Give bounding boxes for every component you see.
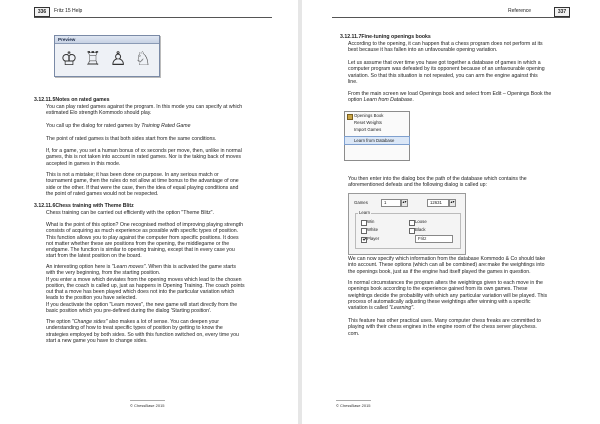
menu-path: Training Rated Game	[141, 123, 191, 129]
games-to-field: 12631	[427, 199, 449, 207]
menu-item: Openings Book	[345, 112, 409, 119]
paragraph: According to the opening, it can happen that a chess program does not perform at its best because it has fallen into an unfavourable opening variation.	[348, 41, 543, 54]
right-page-header	[332, 6, 570, 18]
games-from-field: 1	[381, 199, 401, 207]
preview-title: Preview	[55, 36, 159, 44]
paragraph: Let us assume that over time you have got together a database of games in which a computer program was defeated by its opponent because of an unfavourable opening variation. So that this situation is not repeated, you can arm the engine against this line.	[348, 60, 545, 85]
change-sides-option: "Change sides"	[71, 319, 108, 325]
paragraph: This feature has other practical uses. Many computer chess freaks are committed to playing with their chess engines in the engine room of the chess server playchess. com.	[348, 318, 541, 337]
learn-moves-option: "Learn moves"	[111, 264, 146, 270]
paragraph: We can now specify which information from the database Kommodo & Co should take into account. These options (which can all be combined) are:make the weightings into the openings book, just as if the engine had itself played the games in question.	[348, 256, 546, 275]
paragraph: If, for a game, you set a human bonus of xx seconds per move, then, unlike in normal games, this is not taken into account in rated games. Nor is the taking back of moves accepted in games in this mode.	[46, 148, 242, 167]
black-checkbox	[409, 228, 415, 234]
page-footer: © ChessBase 2015	[130, 400, 165, 409]
section-heading: 3.12.11.5Notes on rated games	[34, 97, 110, 103]
menu-item: Import Games	[354, 127, 382, 132]
paragraph: You call up the dialog for rated games by Training Rated Game	[46, 123, 191, 129]
learn-group-label: Learn	[359, 210, 370, 215]
pawn-icon: ♙	[109, 48, 127, 70]
king-icon: ♔	[60, 48, 78, 70]
option-label: White	[367, 227, 378, 232]
header-title: Reference	[508, 8, 532, 14]
paragraph: The option "Change sides" also makes a lot of sense. You can deepen your understanding of how to treat specific types of position by getting to know the strategies employed by both sides. So with this function switched on, every time you start a new game you have to change sides.	[46, 319, 239, 344]
paragraph: Chess training can be carried out efficiently with the option "Theme Blitz".	[46, 210, 214, 216]
page-number: 337	[554, 7, 570, 17]
knight-icon: ♘	[134, 48, 152, 70]
openings-book-menu-screenshot	[344, 111, 410, 161]
games-label: Games	[354, 200, 368, 205]
menu-item-highlighted: Learn from Database	[345, 137, 409, 144]
paragraph: In normal circumstances the program alters the weightings given to each move in the openings book according to the experience gained from its own games. These weightings decide the probability with which any particular variation will be played. This process of automatically adjusting these weightings after winning with a specific variation is called "Learning".	[348, 280, 548, 312]
header-title: Fritz 15 Help	[54, 8, 83, 14]
page-footer: © ChessBase 2015	[336, 400, 371, 409]
option-label: Loose	[415, 219, 427, 224]
section-heading: 3.12.11.7Fine-tuning openings books	[340, 34, 431, 40]
paragraph: You then enter into the dialog box the path of the database which contains the aforementioned defeats and the following dialog is called up:	[348, 176, 527, 189]
rook-icon: ♖	[84, 48, 102, 70]
learn-dialog-screenshot	[348, 193, 466, 255]
spinner-icon: ▴▾	[401, 199, 408, 207]
paragraph: From the main screen we load Openings book and select from Edit – Openings Book the option Learn from Database.	[348, 91, 552, 104]
paragraph: This is not a mistake; it has been done on purpose. In any serious match or tournament game, then the rules do not allow at time bonus to the advantage of one side or the other. If that were the case, then the idea of equal playing conditions and the point of rated games would not be respected.	[46, 172, 239, 197]
option-label: Win	[367, 219, 375, 224]
paragraph: The point of rated games is that both sides start from the same conditions.	[46, 136, 217, 142]
left-page	[0, 0, 298, 424]
left-page-header	[34, 6, 272, 18]
preview-window-screenshot	[54, 35, 160, 77]
win-checkbox	[361, 220, 367, 226]
option-label: Black	[415, 227, 426, 232]
learning-term: "Learning"	[389, 305, 414, 312]
spinner-icon: ▴▾	[449, 199, 456, 207]
page-number: 336	[34, 7, 50, 17]
white-checkbox	[361, 228, 367, 234]
paragraph: An interesting option here is "Learn moves". When this is activated the game starts with the very beginning, from the starting position. If you enter a move which deviates from the opening moves which lead to the chosen position, the coach is called up, just as happens in Opening Training. The coach points out that a move has been played which does not into the particular variation which leads to the position you have selected. If you deactivate the option "Learn moves", the new game will start directly from the basic position which you pre-defined during the dialog 'Starting position'.	[46, 264, 245, 315]
player-checkbox	[361, 237, 367, 243]
option-label: Player	[367, 236, 380, 241]
loose-checkbox	[409, 220, 415, 226]
player-name-field: Fritz	[415, 235, 453, 243]
paragraph: You can play rated games against the program. In this mode you can specify at which estimated Elo strength Kommodo should play.	[46, 104, 243, 117]
paragraph: What is the point of this option? One recognised method of improving playing strength consists of acquiring as much experience as possible with specific types of position. This function allows you to play against the computer from specific positions. It does not matter whether these are positions from the opening, the middlegame or the endgame. The function is similar to opening training, except that in every case you start from the latest position on the board.	[46, 222, 243, 260]
learn-from-database-option: Learn from Database	[363, 97, 413, 104]
section-heading: 3.12.11.6Chess training with Theme Blitz	[34, 203, 134, 209]
menu-item: Reset Weights	[354, 120, 382, 125]
